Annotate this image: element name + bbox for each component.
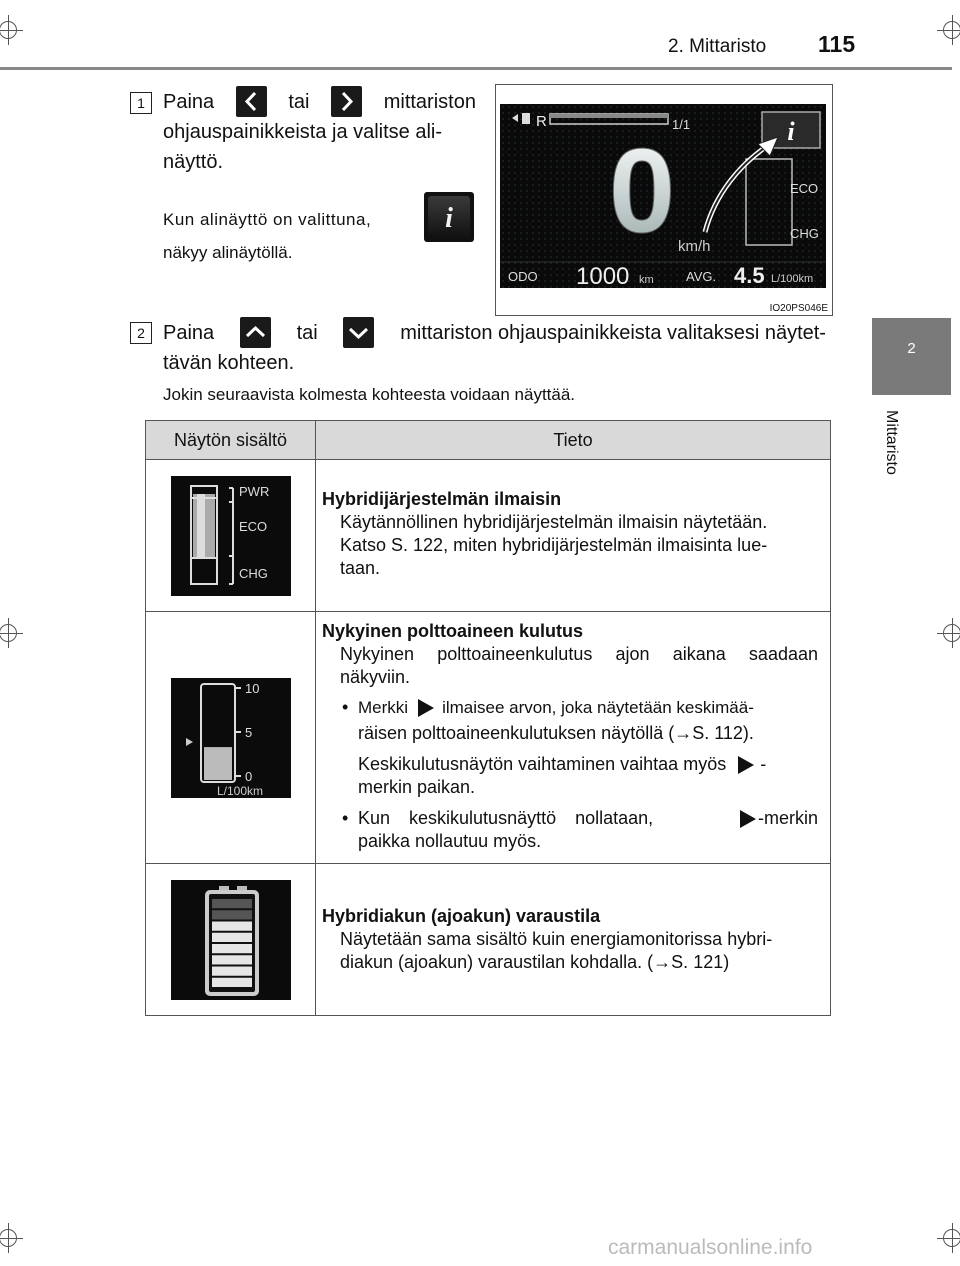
bullet-text: -merkin (757, 808, 818, 828)
step2-note: Jokin seuraavista kolmesta kohteesta voidaan näyttää. (163, 385, 576, 404)
bullet-text: Keskikulutusnäytön vaihtaminen vaihtaa myös (358, 754, 727, 774)
chapter-tab-label-text: Mittaristo (883, 410, 900, 475)
charge-segment (212, 966, 252, 975)
row-title: Hybridijärjestelmän ilmaisin (322, 489, 562, 509)
step1-word-mittariston: mittariston (383, 90, 476, 113)
display-chg-label: CHG (790, 226, 819, 241)
bullet-text: Kun keskikulutusnäyttö nollataan, (358, 808, 654, 828)
info-icon-glyph: i (445, 203, 453, 234)
meter-illustration (495, 84, 833, 316)
chevron-up-icon (240, 317, 271, 348)
hybrid-indicator-image (171, 476, 291, 596)
bullet-line (358, 753, 818, 776)
step1-note-line1: Kun alinäyttö on valittuna, (163, 210, 372, 229)
step1-word-tai: tai (288, 90, 310, 113)
fuel-fraction: 1/1 (672, 117, 691, 132)
charge-segment (212, 977, 252, 986)
step2-line1-rest: mittariston ohjauspainikkeista valitaksesi näytet- (400, 321, 826, 344)
row-text: Käytännöllinen hybridijärjestelmän ilmaisin näytetään. (340, 512, 768, 532)
watermark: carmanualsonline.info (608, 1236, 813, 1259)
row-title: Nykyinen polttoaineen kulutus (322, 621, 584, 641)
step1-note-line2: näkyy alinäytöllä. (163, 243, 293, 262)
speed-unit: km/h (678, 238, 711, 255)
marker-triangle-icon (186, 738, 193, 746)
charge-segment (212, 910, 252, 919)
step1-text (163, 86, 476, 177)
step1-line2: ohjauspainikkeista ja valitse ali- (163, 121, 443, 143)
fuel-tick-10: 10 (244, 680, 259, 696)
step2-line1 (163, 317, 826, 348)
charge-segment (212, 932, 252, 941)
meter-display (500, 104, 826, 288)
marker-triangle-icon (740, 810, 756, 828)
row-text: Katso S. 122, miten hybridijärjestelmän ilmaisinta lue- (340, 535, 768, 555)
step2-word-paina: Paina (163, 321, 215, 344)
table-text-cell (316, 460, 831, 612)
charge-segment (212, 899, 252, 908)
charge-segment (212, 944, 252, 953)
bullet-text: paikka nollautuu myös. (358, 831, 542, 851)
row-text: näkyviin. (340, 667, 411, 687)
chevron-down-icon (343, 317, 374, 348)
table-image-cell (146, 864, 316, 1016)
table-row (146, 460, 831, 612)
table-header-cell: Näytön sisältö (146, 421, 316, 460)
step2-line2: tävän kohteen. (163, 352, 295, 374)
fuel-consumption-image (171, 678, 291, 798)
chapter-tab-label (878, 410, 904, 500)
bullet-dot: • (342, 808, 349, 828)
bullet-item (322, 807, 818, 853)
gear-indicator: R (536, 113, 547, 130)
bullet-text: Merkki (358, 698, 409, 717)
row-text: diakun (ajoakun) varaustilan kohdalla. (→S. 121) (340, 952, 730, 972)
display-content-table (145, 420, 831, 1016)
step-number-1: 1 (130, 92, 152, 114)
odo-label: ODO (508, 269, 538, 284)
table-text-cell (316, 864, 831, 1016)
row-title: Hybridiakun (ajoakun) varaustila (322, 906, 601, 926)
header-rule (0, 67, 952, 70)
hybrid-img-chg: CHG (238, 565, 268, 581)
fuel-unit: L/100km (216, 783, 263, 798)
odo-unit: km (639, 274, 654, 286)
bullet-text: - (760, 754, 767, 774)
section-title: 2. Mittaristo (668, 36, 767, 57)
chevron-right-icon (331, 86, 362, 117)
odo-value: 1000 (576, 263, 630, 288)
hybrid-img-eco: ECO (238, 518, 267, 534)
chapter-tab-number: 2 (907, 340, 916, 357)
table-row (146, 612, 831, 864)
step1-line3: näyttö. (163, 151, 224, 173)
avg-unit: L/100km (771, 273, 814, 285)
fuel-tick-0: 0 (244, 768, 252, 784)
table-image-cell (146, 460, 316, 612)
info-icon (424, 192, 474, 242)
charge-segment (212, 921, 252, 930)
bullet-text: räisen polttoaineenkulutuksen näytöllä (→S. 112). (358, 723, 754, 743)
table-row (146, 864, 831, 1016)
bullet-text: merkin paikan. (358, 777, 476, 797)
step1-line1 (163, 86, 476, 117)
table-header-row (146, 421, 831, 460)
row-text: Näytetään sama sisältö kuin energiamonitorissa hybri- (340, 929, 773, 949)
charge-segment (212, 955, 252, 964)
step2-text (163, 317, 826, 378)
bullet-item (322, 696, 818, 799)
step-number-2: 2 (130, 322, 152, 344)
bullet-text: ilmaisee arvon, joka näytetään keskimää- (442, 698, 754, 717)
row-text: Nykyinen polttoaineenkulutus ajon aikana saadaan (340, 644, 818, 664)
battery-charge-image (171, 880, 291, 1000)
speed-value: 0 (608, 124, 676, 258)
figure-code: IO20PS046E (769, 303, 828, 314)
bullet-dot: • (342, 697, 349, 717)
step2-word-tai: tai (296, 321, 318, 344)
bullet-line (358, 807, 818, 830)
chevron-left-icon (236, 86, 267, 117)
avg-value: 4.5 (734, 263, 765, 288)
fuel-tick-5: 5 (244, 724, 252, 740)
display-info-icon: i (787, 117, 795, 146)
page-number: 115 (818, 31, 856, 57)
row-text: taan. (340, 558, 381, 578)
step1-word-paina: Paina (163, 90, 215, 113)
table-image-cell (146, 612, 316, 864)
display-eco-label: ECO (790, 181, 819, 196)
avg-label: AVG. (686, 269, 717, 284)
hybrid-img-pwr: PWR (238, 483, 269, 499)
table-header-cell: Tieto (316, 421, 831, 460)
marker-triangle-icon (738, 756, 754, 774)
bullet-line (358, 696, 818, 719)
marker-triangle-icon (418, 699, 434, 717)
table-text-cell (316, 612, 831, 864)
